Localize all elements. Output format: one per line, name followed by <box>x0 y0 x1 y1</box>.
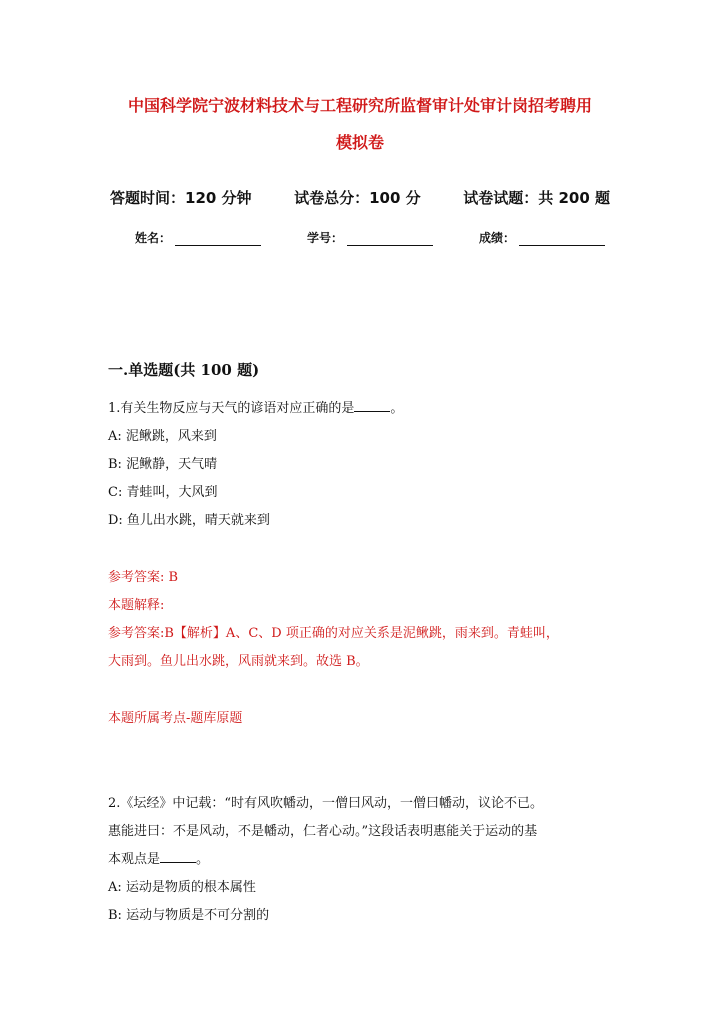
question-2-end: 。 <box>196 852 210 867</box>
question-1-end: 。 <box>390 401 404 416</box>
explanation-line-1: 参考答案:B【解析】A、C、D 项正确的对应关系是泥鳅跳，雨来到。青蛙叫， <box>108 626 559 641</box>
score-field <box>479 229 605 246</box>
exam-total-score: 试卷总分：100 分 <box>294 189 421 207</box>
q2-option-b: B: 运动与物质是不可分割的 <box>108 908 270 923</box>
document-subtitle: 模拟卷 <box>335 133 384 152</box>
score-blank <box>519 233 605 246</box>
question-1-blank <box>354 400 390 412</box>
exam-meta <box>110 187 610 208</box>
exam-question-count: 试卷试题：共 200 题 <box>463 189 610 207</box>
exam-time: 答题时间：120 分钟 <box>110 189 252 207</box>
option-b: B: 泥鳅静，天气晴 <box>108 457 218 472</box>
answer: 参考答案: B <box>108 570 179 585</box>
question-1-text: 1.有关生物反应与天气的谚语对应正确的是 <box>108 401 355 416</box>
name-field <box>135 229 261 246</box>
name-label: 姓名： <box>135 231 172 245</box>
id-label: 学号： <box>306 231 343 245</box>
question-2-blank <box>160 851 196 863</box>
question-2-text: 本观点是 <box>108 852 161 867</box>
document-title: 中国科学院宁波材料技术与工程研究所监督审计处审计岗招考聘用 <box>127 96 592 115</box>
question-source: 本题所属考点-题库原题 <box>108 711 243 726</box>
score-label: 成绩： <box>478 231 515 245</box>
option-d: D: 鱼儿出水跳，晴天就来到 <box>108 513 270 528</box>
section-title: 一.单选题(共 100 题) <box>108 361 260 379</box>
student-info-row <box>135 229 605 246</box>
q2-option-a: A: 运动是物质的根本属性 <box>108 880 256 895</box>
question-2-stem-line-1: 2.《坛经》中记载：“时有风吹幡动，一僧曰风动，一僧曰幡动，议论不已。 <box>108 796 544 811</box>
explanation-label: 本题解释: <box>108 598 165 613</box>
question-2-stem-line-2: 惠能进曰：不是风动，不是幡动，仁者心动。”这段话表明惠能关于运动的基 <box>108 824 538 839</box>
option-c: C: 青蛙叫，大风到 <box>108 485 218 500</box>
id-field <box>307 229 433 246</box>
question-2-stem-line-3 <box>108 848 209 867</box>
question-1-stem <box>108 397 403 416</box>
id-blank <box>347 233 433 246</box>
option-a: A: 泥鳅跳，风来到 <box>108 429 217 444</box>
name-blank <box>175 233 261 246</box>
explanation-line-2: 大雨到。鱼儿出水跳，风雨就来到。故选 B。 <box>108 654 369 669</box>
